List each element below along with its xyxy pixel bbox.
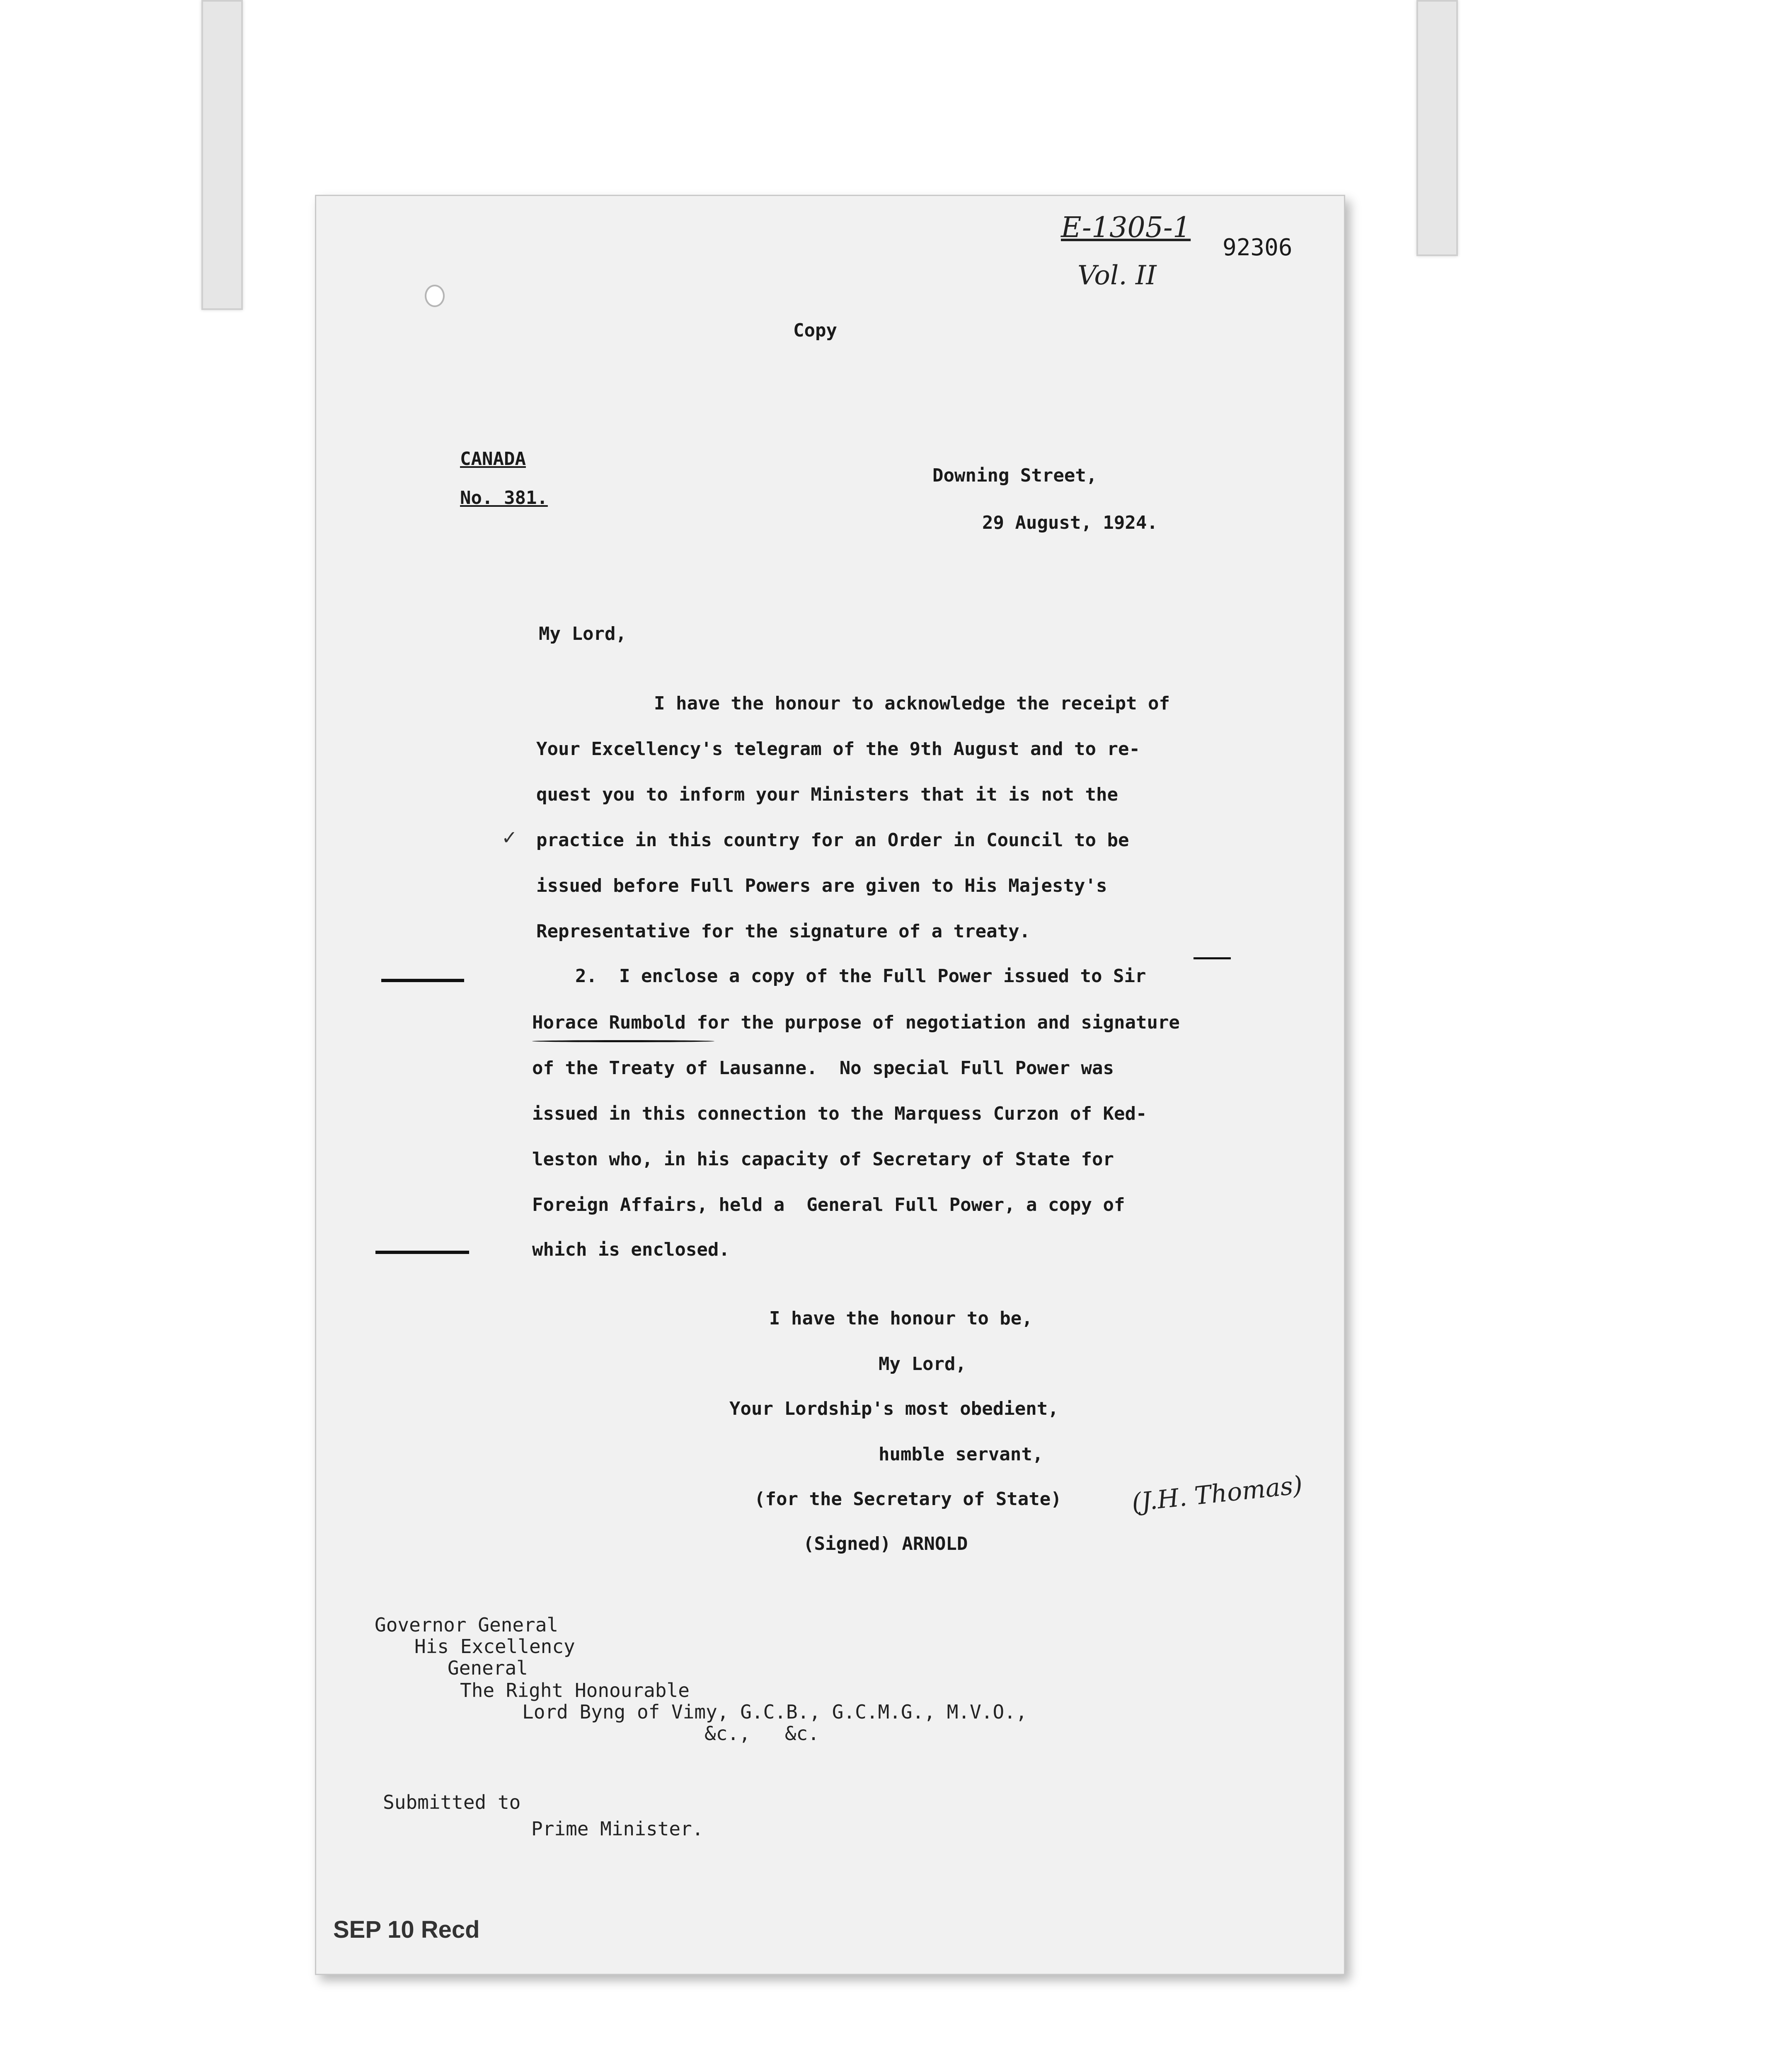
closing-line: humble servant, [879,1444,1043,1465]
tape-strip-top-left [201,0,243,310]
handwritten-volume-reference: Vol. II [1077,260,1157,291]
copy-label: Copy [793,320,837,341]
body-line: 2. I enclose a copy of the Full Power issued to Sir [575,966,1146,987]
body-line: I have the honour to acknowledge the receipt of [654,693,1170,714]
underline-sir [1194,957,1231,959]
enclosure-marker-1 [381,979,464,982]
body-line: which is enclosed. [532,1239,730,1260]
address-line: The Right Honourable [460,1679,690,1702]
address-line: His Excellency [414,1635,575,1658]
address-line: &c., &c. [705,1722,819,1745]
address-line: Lord Byng of Vimy, G.C.B., G.C.M.G., M.V.O., [522,1701,1027,1723]
received-date-stamp: SEP 10 Recd [333,1916,480,1943]
page-number: 92306 [1223,234,1293,261]
closing-line: My Lord, [879,1353,966,1375]
tape-strip-top-right [1416,0,1458,256]
sender-address: Downing Street, [932,465,1097,486]
enclosure-marker-2 [375,1251,469,1254]
body-line: Your Excellency's telegram of the 9th August and to re- [536,738,1140,760]
closing-line: (for the Secretary of State) [754,1489,1062,1510]
margin-tick-mark: ✓ [501,826,518,849]
body-line: Horace Rumbold for the purpose of negotiation and signature [532,1012,1180,1033]
underline-rumbold [532,1040,714,1042]
despatch-number: No. 381. [460,487,548,508]
body-line: quest you to inform your Ministers that it is not the [536,784,1118,805]
country-heading: CANADA [460,448,526,470]
body-line: leston who, in his capacity of Secretary of State for [532,1149,1114,1170]
punch-hole [425,285,445,307]
address-line: Governor General [375,1614,559,1636]
closing-line: I have the honour to be, [769,1308,1033,1329]
body-line: of the Treaty of Lausanne. No special Full Power was [532,1058,1114,1079]
body-line: practice in this country for an Order in Council to be [536,830,1129,851]
body-line: issued in this connection to the Marquess Curzon of Ked- [532,1103,1147,1124]
letter-date: 29 August, 1924. [982,512,1158,533]
address-line: General [448,1657,528,1679]
submitted-to: Submitted to [383,1791,521,1813]
body-line: issued before Full Powers are given to His Majesty's [536,875,1107,896]
handwritten-signature: (J.H. Thomas) [1130,1470,1304,1518]
submitted-recipient: Prime Minister. [531,1818,704,1840]
closing-line: Your Lordship's most obedient, [729,1398,1059,1419]
body-line: Foreign Affairs, held a General Full Power, a copy of [532,1194,1125,1215]
closing-line: (Signed) ARNOLD [803,1533,968,1554]
body-line: Representative for the signature of a treaty. [536,921,1031,942]
salutation: My Lord, [539,623,627,644]
handwritten-file-reference: E-1305-1 [1061,211,1191,244]
